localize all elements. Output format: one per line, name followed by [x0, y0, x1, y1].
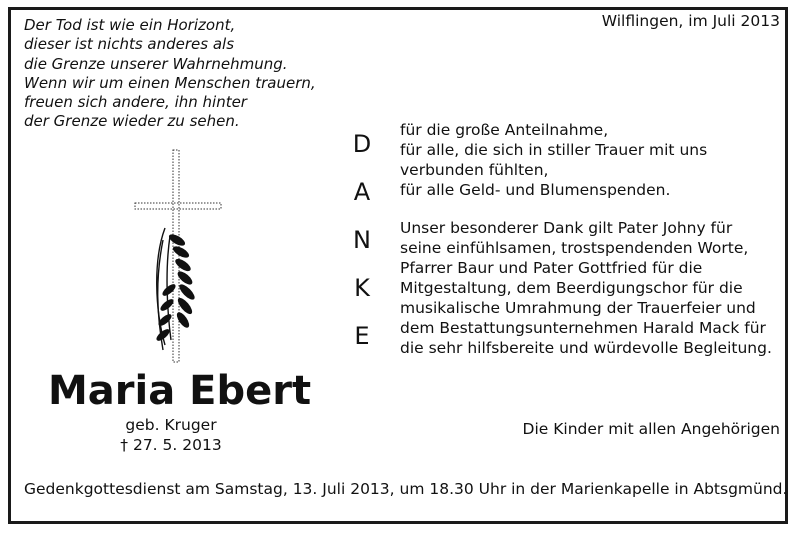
- thanks-line: musikalische Umrahmung der Trauerfeier und: [400, 299, 756, 317]
- place-date: Wilflingen, im Juli 2013: [601, 12, 780, 30]
- thanks-line: für alle Geld- und Blumenspenden.: [400, 181, 671, 199]
- thanks-line: die sehr hilfsbereite und würdevolle Begleitung.: [400, 339, 772, 357]
- poem-line: die Grenze unserer Wahrnehmung.: [24, 54, 288, 73]
- danke-letter: K: [354, 274, 370, 302]
- paragraph-gap: [400, 200, 772, 218]
- poem-line: freuen sich andere, ihn hinter: [24, 93, 247, 112]
- poem-line: Wenn wir um einen Menschen trauern,: [24, 73, 316, 92]
- thanks-line: Pfarrer Baur und Pater Gottfried für die: [400, 259, 703, 277]
- poem-line: der Grenze wieder zu sehen.: [24, 112, 240, 131]
- danke-letter: E: [354, 322, 370, 350]
- memorial-service: Gedenkgottesdienst am Samstag, 13. Juli 2013, um 18.30 Uhr in der Marienkapelle in Abtsgmünd.: [24, 480, 788, 498]
- birth-name: geb. Kruger: [125, 416, 217, 434]
- deceased-name: Maria Ebert: [48, 368, 312, 414]
- poem: [24, 16, 316, 132]
- thanks-line: verbunden fühlten,: [400, 161, 549, 179]
- danke-letter: D: [352, 130, 372, 158]
- thanks-line: seine einfühlsamen, trostspendenden Worte,: [400, 239, 749, 257]
- thanks-line: für die große Anteilnahme,: [400, 121, 609, 139]
- thanks-line: dem Bestattungsunternehmen Harald Mack für: [400, 319, 766, 337]
- signoff: Die Kinder mit allen Angehörigen: [522, 420, 780, 438]
- danke-vertical: [350, 120, 374, 360]
- death-date: † 27. 5. 2013: [120, 436, 222, 454]
- poem-line: dieser ist nichts anderes als: [24, 35, 235, 54]
- danke-letter: A: [353, 178, 371, 206]
- thanks-line: Unser besonderer Dank gilt Pater Johny für: [400, 219, 733, 237]
- thanks-line: Mitgestaltung, dem Beerdigungschor für die: [400, 279, 743, 297]
- cross-with-wheat-icon: [125, 140, 235, 370]
- thanks-line: für alle, die sich in stiller Trauer mit uns: [400, 141, 708, 159]
- poem-line: Der Tod ist wie ein Horizont,: [24, 16, 236, 34]
- thanks-text: [400, 120, 772, 358]
- danke-letter: N: [353, 226, 371, 254]
